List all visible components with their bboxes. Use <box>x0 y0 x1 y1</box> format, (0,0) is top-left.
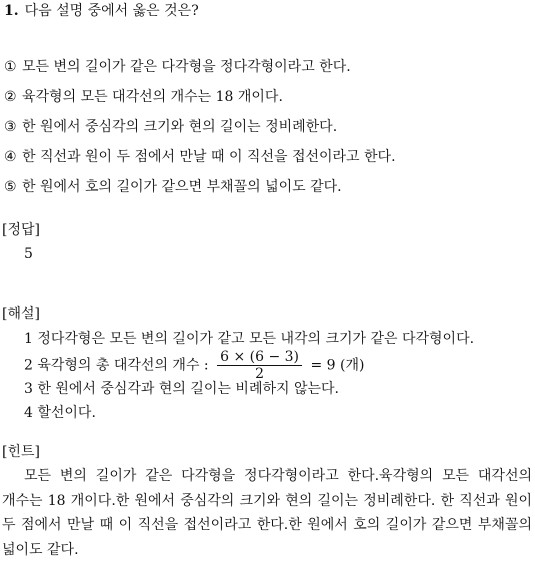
question-number: 1. <box>4 3 19 19</box>
question-title <box>4 2 199 20</box>
choice-mark: ① <box>4 59 17 75</box>
choice-mark: ⑤ <box>4 179 17 195</box>
choice-mark: ② <box>4 89 17 105</box>
choice-5 <box>4 178 342 196</box>
explanation-line-2 <box>24 349 364 382</box>
choice-text: 한 직선과 원이 두 점에서 만날 때 이 직선을 접선이라고 한다. <box>22 149 396 165</box>
explanation-heading: [해설] <box>2 306 40 322</box>
explanation-line-2-prefix: 2 육각형의 총 대각선의 개수 : <box>24 357 209 374</box>
explanation-line-3: 3 한 원에서 중심각과 현의 길이는 비례하지 않는다. <box>24 381 339 397</box>
choice-text: 한 원에서 중심각의 크기와 현의 길이는 정비례한다. <box>22 119 338 135</box>
fraction-denominator: 2 <box>255 366 265 382</box>
choice-text: 육각형의 모든 대각선의 개수는 18 개이다. <box>22 89 283 105</box>
choice-1 <box>4 58 351 76</box>
hint-paragraph: 모든 변의 길이가 같은 다각형을 정다각형이라고 한다.육각형의 모든 대각선의 개수는 18 개이다.한 원에서 중심각의 크기와 현의 길이는 정비례한다. 한 직선과 원이 두 점에서 만날 때 이 직선을 접선이라고 한다.한 원에서 호의 길이가 같으면 부채꼴의 넓이도 같다. <box>2 468 532 558</box>
choice-3 <box>4 118 337 136</box>
answer-heading: [정답] <box>2 222 40 238</box>
question-text: 다음 설명 중에서 옳은 것은? <box>24 3 199 19</box>
hint-heading: [힌트] <box>2 444 40 460</box>
explanation-line-2-suffix: = 9 (개) <box>310 357 365 374</box>
choice-mark: ④ <box>4 149 17 165</box>
answer-value: 5 <box>24 246 33 262</box>
explanation-line-4: 4 할선이다. <box>24 405 96 421</box>
choice-4 <box>4 148 396 166</box>
explanation-line-1: 1 정다각형은 모든 변의 길이가 같고 모든 내각의 크기가 같은 다각형이다. <box>24 331 475 347</box>
fraction-numerator: 6 × (6 − 3) <box>217 349 302 366</box>
fraction <box>217 349 302 382</box>
choice-text: 모든 변의 길이가 같은 다각형을 정다각형이라고 한다. <box>22 59 351 75</box>
choice-text: 한 원에서 호의 길이가 같으면 부채꼴의 넓이도 같다. <box>22 179 342 195</box>
choice-2 <box>4 88 283 106</box>
choice-mark: ③ <box>4 119 17 135</box>
